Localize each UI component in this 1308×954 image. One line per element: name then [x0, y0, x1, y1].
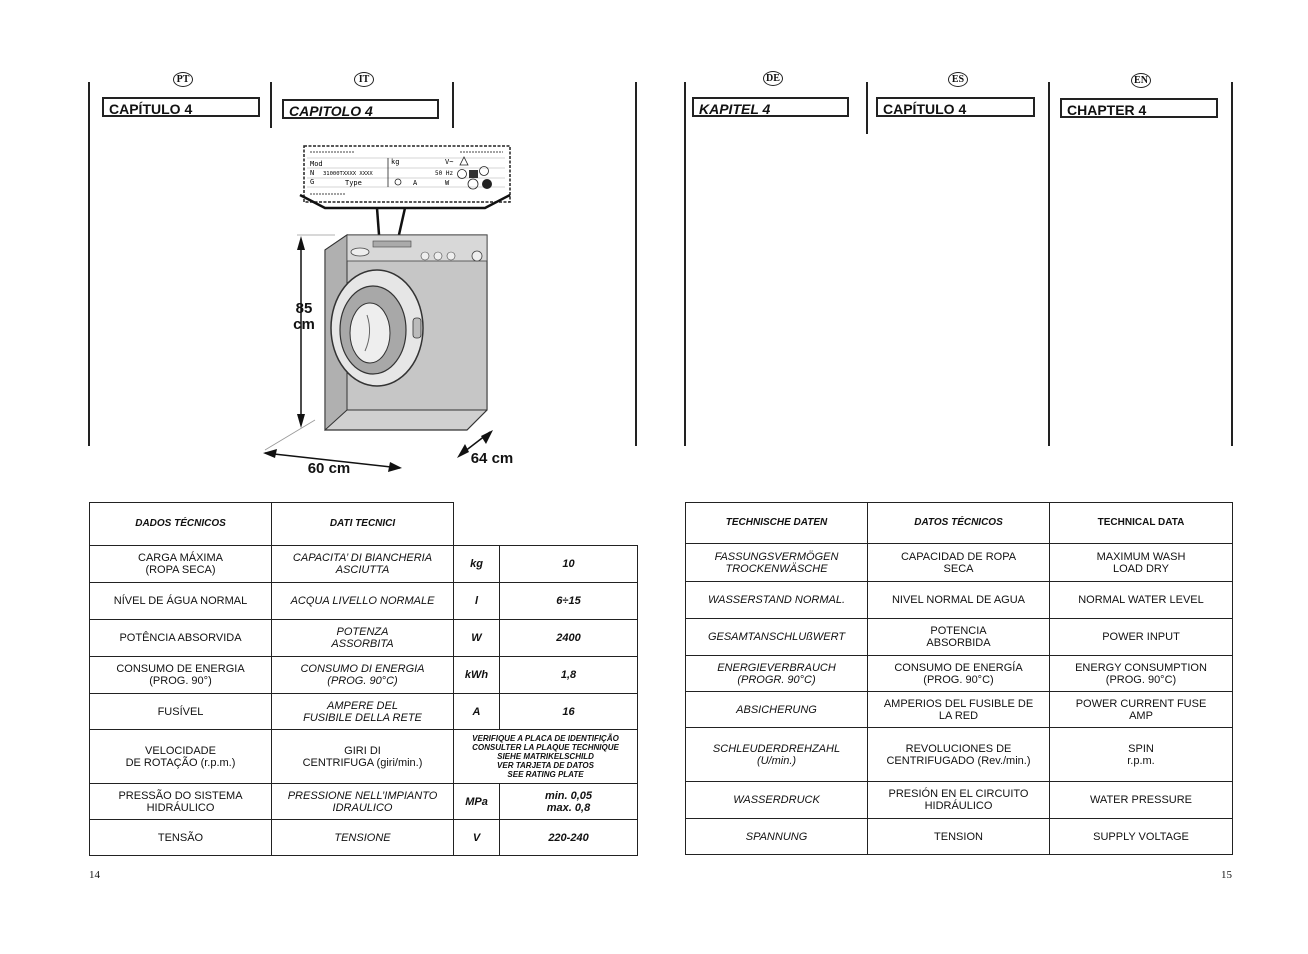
plate-type: Type	[345, 179, 362, 187]
plate-n: N	[310, 169, 315, 177]
table-row: FUSÍVEL AMPERE DEL FUSIBILE DELLA RETE A 16	[90, 694, 638, 730]
table-row: VELOCIDADE DE ROTAÇÃO (r.p.m.) GIRI DI CENTRIFUGA (giri/min.) VERIFIQUE A PLACA DE IDENTIFIÇÃO CONSULTER LA PLAQUE TECHNIQUE SIEHE MATRIKELSCHILD VER TARJETA DE DATOS SEE RATING PLATE	[90, 730, 638, 784]
plate-w: W	[445, 179, 450, 187]
plate-g: G	[310, 178, 315, 186]
column-divider	[1048, 82, 1050, 446]
chapter-title-pt: CAPÍTULO 4	[102, 97, 260, 117]
lang-badge-it: IT	[354, 72, 374, 87]
chapter-title-en: CHAPTER 4	[1060, 98, 1218, 118]
height-label: 85 cm	[293, 300, 315, 333]
table-row: GESAMTANSCHLUßWERT POTENCIA ABSORBIDA POWER INPUT	[686, 619, 1233, 656]
plate-mod: Mod	[310, 160, 323, 168]
right-page-border-right	[1231, 82, 1233, 446]
width-label: 60 cm	[307, 460, 351, 477]
page-number-right: 15	[1221, 869, 1232, 881]
table-header-row	[686, 503, 1233, 544]
table-row: ENERGIEVERBRAUCH (PROGR. 90°C) CONSUMO DE ENERGÍA (PROG. 90°C) ENERGY CONSUMPTION (PROG. 90°C)	[686, 656, 1233, 692]
header-es: DATOS TÉCNICOS	[868, 503, 1050, 544]
page-number-left: 14	[89, 869, 100, 881]
table-row: SCHLEUDERDREHZAHL (U/min.) REVOLUCIONES DE CENTRIFUGADO (Rev./min.) SPIN r.p.m.	[686, 728, 1233, 782]
column-divider	[452, 82, 454, 128]
table-row: POTÊNCIA ABSORVIDA POTENZA ASSORBITA W 2400	[90, 620, 638, 657]
table-row: CARGA MÁXIMA (ROPA SECA) CAPACITA’ DI BIANCHERIA ASCIUTTA kg 10	[90, 546, 638, 583]
see-rating-plate-note: VERIFIQUE A PLACA DE IDENTIFIÇÃO CONSULTER LA PLAQUE TECHNIQUE SIEHE MATRIKELSCHILD VER TARJETA DE DATOS SEE RATING PLATE	[454, 730, 638, 784]
header-pt: DADOS TÉCNICOS	[90, 503, 272, 546]
table-row: PRESSÃO DO SISTEMA HIDRÁULICO PRESSIONE NELL’IMPIANTO IDRAULICO MPa min. 0,05 max. 0,8	[90, 784, 638, 820]
washing-machine	[325, 235, 487, 430]
depth-label: 64 cm	[470, 450, 514, 467]
rating-plate	[304, 146, 510, 202]
chapter-title-de: KAPITEL 4	[692, 97, 849, 117]
header-it: DATI TECNICI	[272, 503, 454, 546]
header-de: TECHNISCHE DATEN	[686, 503, 868, 544]
left-page-border-right	[635, 82, 637, 446]
lang-badge-es: ES	[948, 72, 968, 87]
table-row: WASSERSTAND NORMAL. NIVEL NORMAL DE AGUA NORMAL WATER LEVEL	[686, 582, 1233, 619]
lang-badge-pt: PT	[173, 72, 193, 87]
lang-badge-de: DE	[763, 71, 783, 86]
table-row: NÍVEL DE ÁGUA NORMAL ACQUA LIVELLO NORMALE l 6÷15	[90, 583, 638, 620]
left-page-border	[88, 82, 90, 446]
plate-hz: 50 Hz	[435, 170, 454, 177]
table-row: WASSERDRUCK PRESIÓN EN EL CIRCUITO HIDRÁULICO WATER PRESSURE	[686, 782, 1233, 819]
chapter-title-es: CAPÍTULO 4	[876, 97, 1035, 117]
table-row: FASSUNGSVERMÖGEN TROCKENWÄSCHE CAPACIDAD DE ROPA SECA MAXIMUM WASH LOAD DRY	[686, 544, 1233, 582]
chapter-title-it: CAPITOLO 4	[282, 99, 439, 119]
plate-v: V~	[445, 158, 454, 166]
table-row: CONSUMO DE ENERGIA (PROG. 90°) CONSUMO DI ENERGIA (PROG. 90°C) kWh 1,8	[90, 657, 638, 694]
column-divider	[270, 82, 272, 128]
header-en: TECHNICAL DATA	[1050, 503, 1233, 544]
right-page-border	[684, 82, 686, 446]
table-row: SPANNUNG TENSION SUPPLY VOLTAGE	[686, 819, 1233, 855]
lang-badge-en: EN	[1131, 73, 1151, 88]
technical-data-table-left	[89, 502, 638, 856]
technical-data-table-right	[685, 502, 1233, 855]
table-row: TENSÃO TENSIONE V 220-240	[90, 820, 638, 856]
plate-kg: kg	[391, 158, 400, 166]
table-header-row	[90, 503, 638, 546]
column-divider	[866, 82, 868, 134]
plate-a: A	[413, 179, 418, 187]
table-row: ABSICHERUNG AMPERIOS DEL FUSIBLE DE LA RED POWER CURRENT FUSE AMP	[686, 692, 1233, 728]
header-empty	[454, 503, 638, 546]
plate-n-value: 31000TXXXX XXXX	[323, 171, 373, 177]
